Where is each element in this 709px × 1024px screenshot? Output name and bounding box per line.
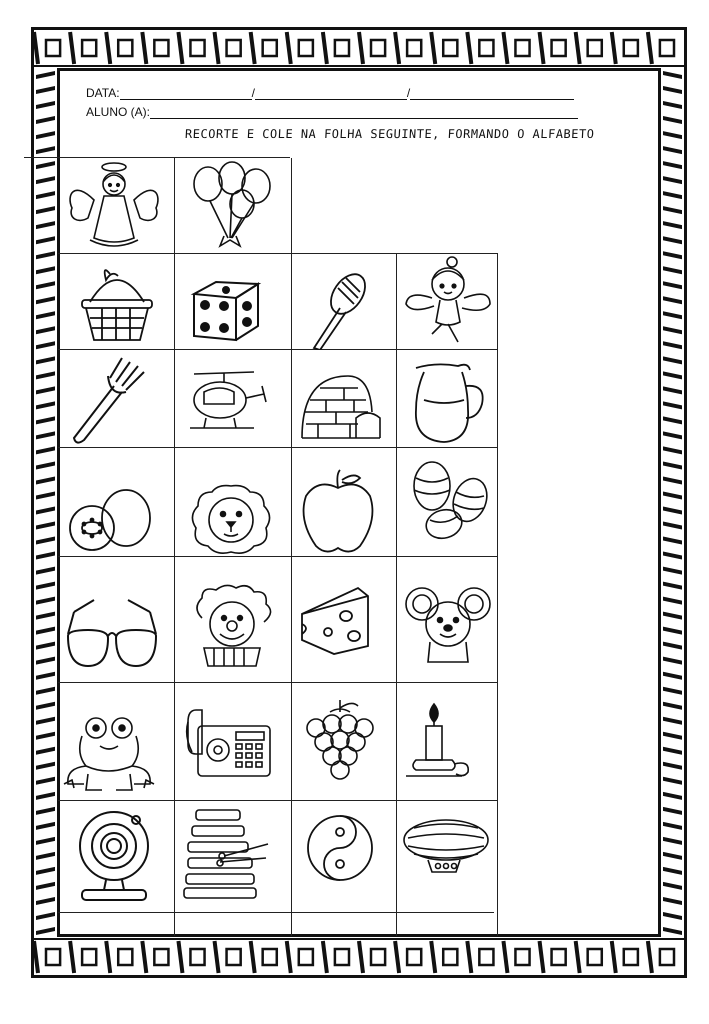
grid-line: [58, 349, 498, 350]
zeppelin-icon: [398, 814, 494, 882]
border-left-pattern: [34, 67, 57, 938]
date-month-blank[interactable]: [255, 88, 407, 100]
xylophone-icon: [180, 806, 276, 902]
grid-line: [58, 682, 498, 683]
cut-line: [24, 157, 290, 158]
balloons-icon: [180, 160, 280, 250]
webcam-icon: [70, 806, 160, 904]
date-slash: /: [406, 86, 411, 100]
grid-line: [58, 800, 498, 801]
instruction-text: RECORTE E COLE NA FOLHA SEGUINTE, FORMANDO O ALFABETO: [184, 127, 595, 141]
border-bottom-pattern: [34, 938, 684, 975]
grid-line: [497, 253, 498, 936]
mouse-icon: [402, 580, 494, 666]
telephone-icon: [184, 704, 274, 780]
date-slash: /: [251, 86, 255, 100]
helicopter-icon: [184, 368, 274, 440]
grid-line: [58, 556, 498, 557]
fairy-icon: [402, 254, 494, 346]
yin-yang-icon: [300, 808, 380, 888]
date-label: DATA:: [86, 86, 120, 100]
angel-icon: [64, 160, 164, 250]
easter-eggs-icon: [406, 456, 492, 546]
lion-icon: [186, 482, 276, 556]
student-label: ALUNO (A):: [86, 105, 151, 119]
student-field: [86, 105, 578, 119]
dice-icon: [186, 270, 268, 344]
candle-icon: [402, 700, 482, 782]
date-year-blank[interactable]: [410, 88, 574, 100]
grid-line: [174, 158, 175, 936]
glasses-icon: [64, 596, 160, 672]
grapes-icon: [298, 698, 380, 780]
grid-line: [291, 158, 292, 936]
basket-icon: [72, 262, 162, 344]
date-day-blank[interactable]: [120, 88, 252, 100]
igloo-icon: [298, 372, 382, 442]
border-top-pattern: [34, 30, 684, 67]
student-name-blank[interactable]: [150, 107, 578, 119]
grid-line: [396, 253, 397, 936]
kiwi-icon: [64, 488, 160, 552]
apple-icon: [298, 468, 378, 554]
clown-icon: [188, 582, 276, 670]
hairbrush-icon: [302, 268, 382, 350]
grid-line: [58, 447, 498, 448]
frog-icon: [62, 714, 156, 794]
grid-line: [58, 912, 494, 913]
border-right-pattern: [661, 67, 684, 938]
fork-icon: [66, 354, 162, 446]
cheese-icon: [298, 584, 378, 660]
jug-icon: [406, 360, 490, 446]
date-field: [86, 86, 574, 100]
